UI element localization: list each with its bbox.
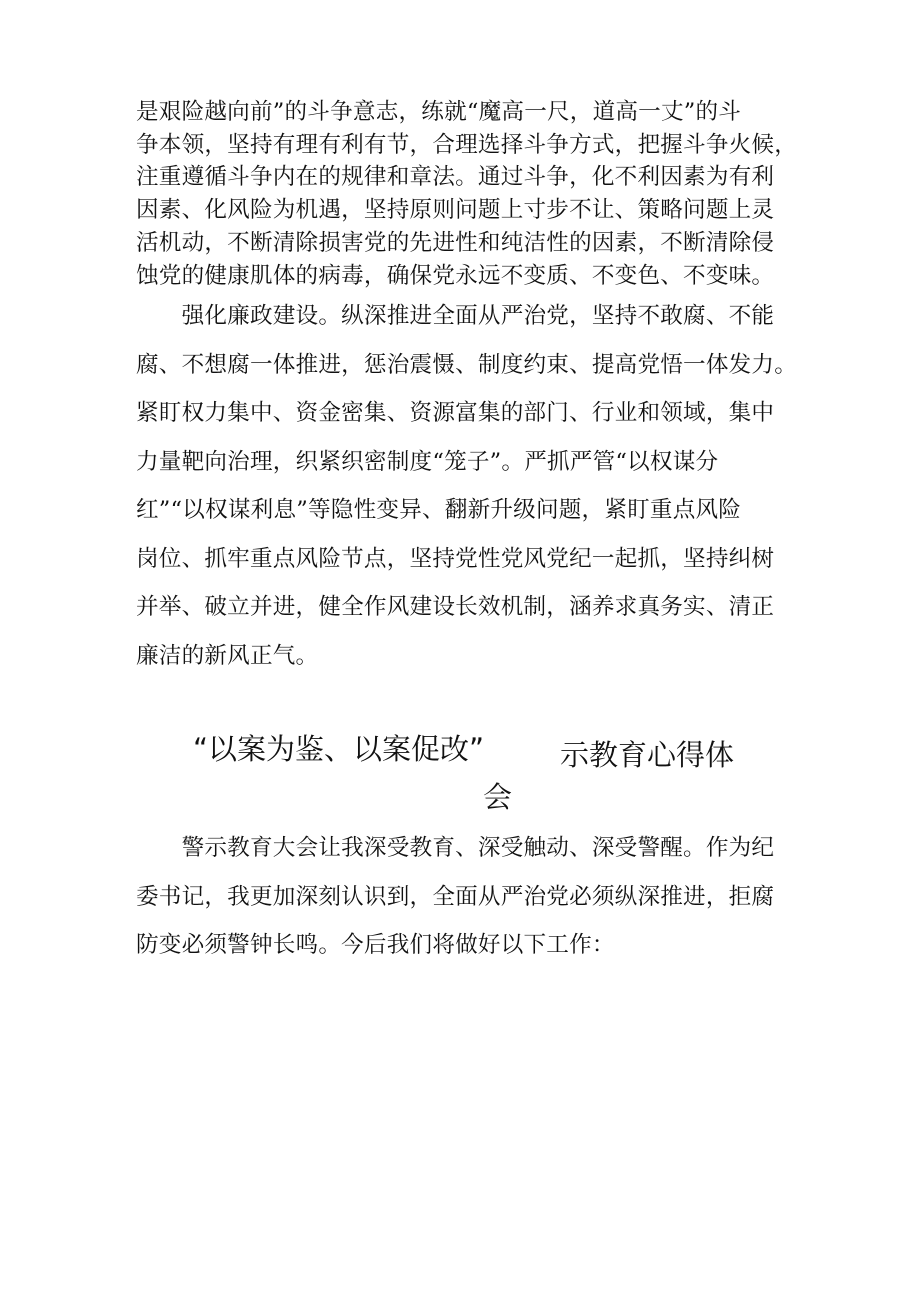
section-title-part-2: 示教育心得体 [560,738,735,772]
text-line: 防变必须警钟长鸣。今后我们将做好以下工作： [136,932,615,958]
text-line: 活机动，不断清除损害党的先进性和纯洁性的因素，不断清除侵 [136,229,775,256]
text-line: 廉洁的新风正气。 [136,642,319,669]
paragraph-integrity [136,292,796,680]
text-line: 因素、化风险为机遇，坚持原则问题上寸步不让、策略问题上灵 [136,197,775,224]
text-line: 警示教育大会让我深受教育、深受触动、深受警醒。作为纪 [136,835,775,861]
text-line: 争本领，坚持有理有利有节，合理选择斗争方式，把握斗争火候， [136,131,798,158]
text-line: 蚀党的健康肌体的病毒，确保党永远不变质、不变色、不变味。 [136,262,775,289]
text-line: 是艰险越向前”的斗争意志，练就“魔高一尺，道高一丈”的斗 [136,99,742,125]
text-line: 强化廉政建设。纵深推进全面从严治党，坚持不敢腐、不能 [136,303,775,329]
section-title-part-1: “以案为鉴、以案促改” [193,732,485,766]
paragraph-warning-education [136,824,796,970]
text-line: 红”“以权谋利息”等隐性变异、翻新升级问题，紧盯重点风险 [136,497,742,523]
text-line: 紧盯权力集中、资金密集、资源富集的部门、行业和领域，集中 [136,400,775,426]
section-title-part-3: 会 [483,780,513,814]
text-line: 力量靶向治理，织紧织密制度“笼子”。严抓严管“以权谋分 [136,448,719,475]
text-line: 腐、不想腐一体推进，惩治震慑、制度约束、提高党悟一体发力。 [136,351,798,378]
text-line: 并举、破立并进，健全作风建设长效机制，涵养求真务实、清正 [136,594,775,620]
paragraph-struggle [136,96,796,292]
text-line: 岗位、抓牢重点风险节点，坚持党性党风党纪一起抓，坚持纠树 [136,545,775,572]
text-line: 委书记，我更加深刻认识到，全面从严治党必须纵深推进，拒腐 [136,883,775,910]
text-line: 注重遵循斗争内在的规律和章法。通过斗争，化不利因素为有利 [136,164,775,191]
